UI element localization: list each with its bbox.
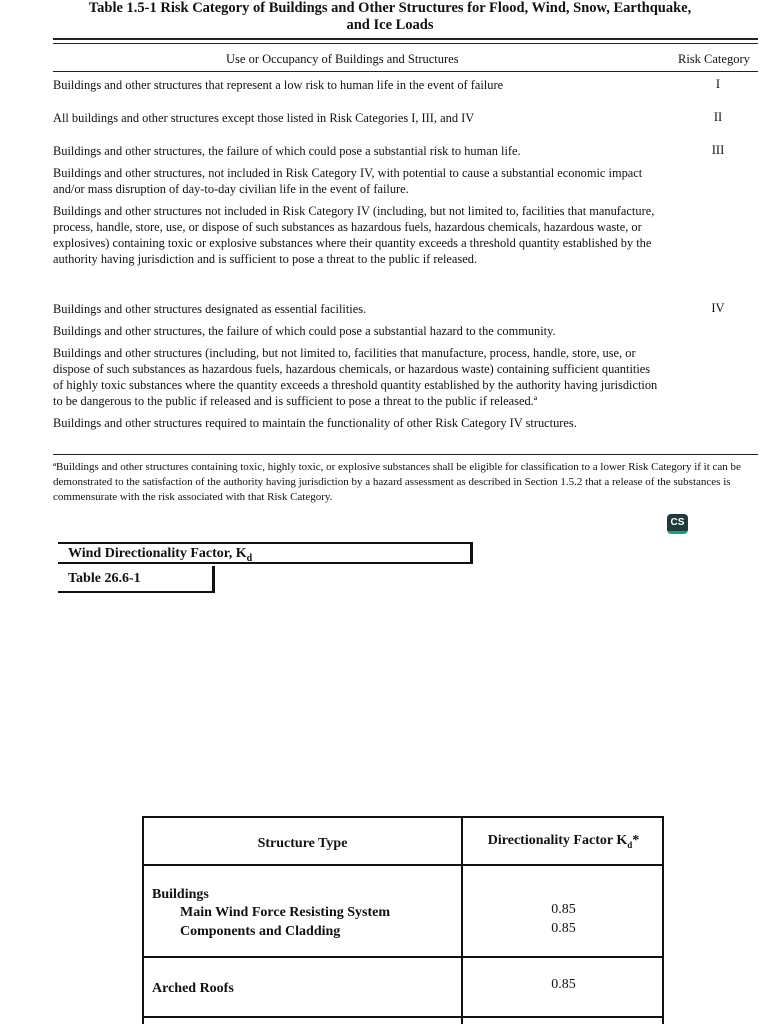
header-double-rule-top <box>53 38 758 40</box>
components-cladding-label: Components and Cladding <box>180 924 341 939</box>
components-cladding-value: 0.85 <box>551 921 576 936</box>
arched-roofs-value: 0.85 <box>551 977 576 992</box>
col-header-directionality-factor <box>461 831 664 855</box>
col-header-structure-type: Structure Type <box>257 836 348 851</box>
header-underline <box>53 71 758 72</box>
table-number-label: Table 26.6-1 <box>58 566 215 593</box>
row-divider <box>144 956 662 958</box>
heading-text: Wind Directionality Factor, K <box>68 546 247 561</box>
col-header-text: Directionality Factor K <box>487 833 628 848</box>
col-header-mark: * <box>632 833 640 848</box>
col-header-subscript: d <box>627 839 633 850</box>
row-item: Buildings and other structures that represent a low risk to human life in the event of failure <box>53 78 504 92</box>
row-item: Buildings and other structures required to maintain the functionality of other Risk Category IV structures. <box>53 416 577 430</box>
table-1-5-1-title <box>40 0 740 34</box>
row-item: Buildings and other structures designated as essential facilities. <box>53 302 367 316</box>
category-label-ii: II <box>713 110 723 124</box>
camscanner-badge: CS <box>667 514 688 534</box>
mwfrs-value: 0.85 <box>551 902 576 917</box>
row-divider <box>144 864 662 866</box>
row-category-ii <box>53 110 663 132</box>
title-line-2: and Ice Loads <box>346 17 434 33</box>
category-label-iv: IV <box>711 301 725 315</box>
footnote: ªBuildings and other structures containing toxic, highly toxic, or explosive substances shall be eligible for classification to a lower Risk Category if it can be demonstrated to the satisfaction of the authority having jurisdiction by a hazard assessment as described in Section 1.5.2 that a release of the substances is commensurate with the risk associated with that Risk Category. <box>53 461 741 503</box>
row-divider <box>144 1016 662 1018</box>
row-item: Buildings and other structures, the failure of which could pose a substantial hazard to the community. <box>53 324 556 338</box>
row-category-iv <box>53 301 663 437</box>
directionality-factor-table <box>142 816 664 1024</box>
wind-directionality-heading <box>58 542 473 564</box>
header-double-rule-bottom <box>53 43 758 44</box>
arched-roofs-label: Arched Roofs <box>152 981 234 996</box>
heading-subscript: d <box>246 552 253 564</box>
category-label-i: I <box>715 77 721 91</box>
row-item: Buildings and other structures (including, but not limited to, facilities that manufacture, process, handle, store, use, or dispose of such substances as hazardous fuels, hazardous chemicals, or hazardous waste) containing sufficient quantities of highly toxic substances where the quantity exceeds a threshold quantity established by the authority having jurisdiction to be dangerous to the public if released and is sufficient to pose a threat to the public if released.ª <box>53 346 658 408</box>
row-category-iii <box>53 143 658 273</box>
table-bottom-rule <box>53 454 758 455</box>
row-item: All buildings and other structures except those listed in Risk Categories I, III, and IV <box>53 111 475 125</box>
category-label-iii: III <box>711 143 725 157</box>
table-grid <box>142 816 664 1024</box>
mwfrs-label: Main Wind Force Resisting System <box>180 905 391 920</box>
title-line-1: Table 1.5-1 Risk Category of Buildings and Other Structures for Flood, Wind, Snow, Earthquake, <box>88 0 692 16</box>
buildings-label: Buildings <box>152 887 209 902</box>
row-category-i <box>53 77 663 99</box>
col-header-use: Use or Occupancy of Buildings and Structures <box>226 52 459 66</box>
row-item: Buildings and other structures, not included in Risk Category IV, with potential to cause a substantial economic impact and/or mass disruption of day-to-day civilian life in the event of failure. <box>53 166 643 196</box>
row-item: Buildings and other structures not included in Risk Category IV (including, but not limited to, facilities that manufacture, process, handle, store, use, or dispose of such substances as hazardous fuels, hazardous chemicals, hazardous waste, or explosives) containing toxic or explosive substances where their quantity exceeds a threshold quantity established by the authority having jurisdiction and is sufficient to pose a threat to the public if released. <box>53 204 655 266</box>
col-header-risk-category: Risk Category <box>678 52 750 66</box>
row-item: Buildings and other structures, the failure of which could pose a substantial risk to human life. <box>53 144 521 158</box>
